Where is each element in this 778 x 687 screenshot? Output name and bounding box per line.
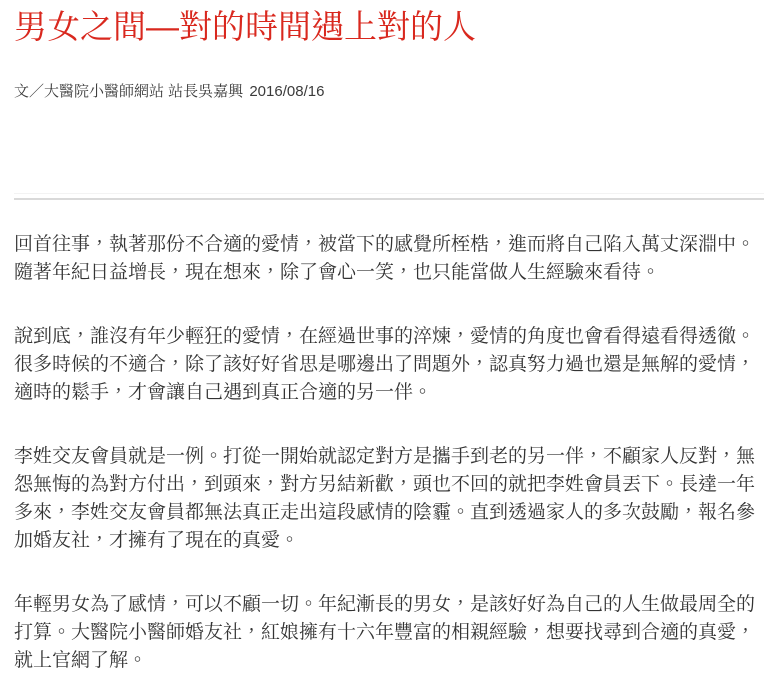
- section-divider: [14, 193, 764, 200]
- paragraph: 回首往事，執著那份不合適的愛情，被當下的感覺所桎梏，進而將自己陷入萬丈深淵中。隨著年紀日益增長，現在想來，除了會心一笑，也只能當做人生經驗來看待。: [14, 234, 756, 284]
- paragraph: 李姓交友會員就是一例。打從一開始就認定對方是攜手到老的另一伴，不顧家人反對，無怨無悔的為對方付出，到頭來，對方另結新歡，頭也不回的就把李姓會員丟下。長達一年多來，李姓交友會員都無法真正走出這段感情的陰霾。直到透過家人的多次鼓勵，報名參加婚友社，才擁有了現在的真愛。: [14, 446, 756, 552]
- page-title: 男女之間—對的時間遇上對的人: [14, 8, 476, 45]
- paragraph: 說到底，誰沒有年少輕狂的愛情，在經過世事的淬煉，愛情的角度也會看得遠看得透徹。很多時候的不適合，除了該好好省思是哪邊出了問題外，認真努力過也還是無解的愛情，適時的鬆手，才會讓自己遇到真正合適的另一伴。: [14, 326, 756, 404]
- byline-date: 2016/08/16: [249, 83, 325, 101]
- byline-author: 文／大醫院小醫師網站 站長吳嘉興: [14, 83, 244, 101]
- byline: [14, 82, 764, 102]
- article-body: [14, 231, 764, 675]
- paragraph: 年輕男女為了感情，可以不顧一切。年紀漸長的男女，是該好好為自己的人生做最周全的打算。大醫院小醫師婚友社，紅娘擁有十六年豐富的相親經驗，想要找尋到合適的真愛，就上官網了解。: [14, 594, 756, 672]
